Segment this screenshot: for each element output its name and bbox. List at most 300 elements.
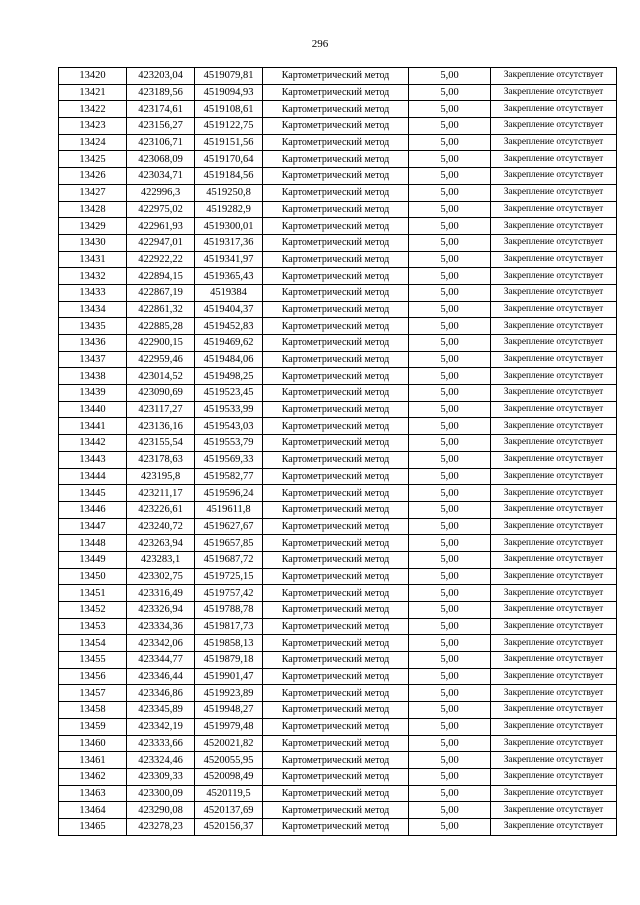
fixation-note-cell: Закрепление отсутствует <box>491 485 617 502</box>
method-cell: Картометрический метод <box>263 718 409 735</box>
method-cell: Картометрический метод <box>263 585 409 602</box>
y-coordinate-cell: 4519901,47 <box>195 668 263 685</box>
table-row <box>59 234 617 251</box>
y-coordinate-cell: 4520098,49 <box>195 768 263 785</box>
point-number-cell: 13421 <box>59 84 127 101</box>
point-number-cell: 13423 <box>59 118 127 135</box>
method-cell: Картометрический метод <box>263 268 409 285</box>
point-number-cell: 13460 <box>59 735 127 752</box>
fixation-note-cell: Закрепление отсутствует <box>491 618 617 635</box>
x-coordinate-cell: 423068,09 <box>127 151 195 168</box>
table-row <box>59 702 617 719</box>
y-coordinate-cell: 4519627,67 <box>195 518 263 535</box>
fixation-note-cell: Закрепление отсутствует <box>491 768 617 785</box>
point-number-cell: 13434 <box>59 301 127 318</box>
x-coordinate-cell: 422894,15 <box>127 268 195 285</box>
y-coordinate-cell: 4519582,77 <box>195 468 263 485</box>
point-number-cell: 13439 <box>59 385 127 402</box>
x-coordinate-cell: 423240,72 <box>127 518 195 535</box>
point-number-cell: 13458 <box>59 702 127 719</box>
accuracy-cell: 5,00 <box>409 168 491 185</box>
table-row <box>59 184 617 201</box>
y-coordinate-cell: 4519533,99 <box>195 401 263 418</box>
table-row <box>59 685 617 702</box>
table-row <box>59 602 617 619</box>
fixation-note-cell: Закрепление отсутствует <box>491 535 617 552</box>
x-coordinate-cell: 423324,46 <box>127 752 195 769</box>
x-coordinate-cell: 422961,93 <box>127 218 195 235</box>
accuracy-cell: 5,00 <box>409 268 491 285</box>
fixation-note-cell: Закрепление отсутствует <box>491 802 617 819</box>
fixation-note-cell: Закрепление отсутствует <box>491 268 617 285</box>
x-coordinate-cell: 422885,28 <box>127 318 195 335</box>
x-coordinate-cell: 423344,77 <box>127 652 195 669</box>
fixation-note-cell: Закрепление отсутствует <box>491 184 617 201</box>
accuracy-cell: 5,00 <box>409 668 491 685</box>
point-number-cell: 13463 <box>59 785 127 802</box>
y-coordinate-cell: 4519151,56 <box>195 134 263 151</box>
method-cell: Картометрический метод <box>263 234 409 251</box>
x-coordinate-cell: 423334,36 <box>127 618 195 635</box>
accuracy-cell: 5,00 <box>409 635 491 652</box>
method-cell: Картометрический метод <box>263 368 409 385</box>
fixation-note-cell: Закрепление отсутствует <box>491 368 617 385</box>
fixation-note-cell: Закрепление отсутствует <box>491 201 617 218</box>
y-coordinate-cell: 4520156,37 <box>195 818 263 835</box>
accuracy-cell: 5,00 <box>409 234 491 251</box>
y-coordinate-cell: 4519596,24 <box>195 485 263 502</box>
method-cell: Картометрический метод <box>263 134 409 151</box>
fixation-note-cell: Закрепление отсутствует <box>491 101 617 118</box>
method-cell: Картометрический метод <box>263 568 409 585</box>
method-cell: Картометрический метод <box>263 768 409 785</box>
x-coordinate-cell: 423346,86 <box>127 685 195 702</box>
table-row <box>59 568 617 585</box>
method-cell: Картометрический метод <box>263 752 409 769</box>
table-row <box>59 718 617 735</box>
table-row <box>59 284 617 301</box>
point-number-cell: 13446 <box>59 501 127 518</box>
method-cell: Картометрический метод <box>263 118 409 135</box>
y-coordinate-cell: 4519543,03 <box>195 418 263 435</box>
method-cell: Картометрический метод <box>263 401 409 418</box>
y-coordinate-cell: 4519122,75 <box>195 118 263 135</box>
table-row <box>59 118 617 135</box>
method-cell: Картометрический метод <box>263 318 409 335</box>
y-coordinate-cell: 4519170,64 <box>195 151 263 168</box>
x-coordinate-cell: 423309,33 <box>127 768 195 785</box>
y-coordinate-cell: 4519282,9 <box>195 201 263 218</box>
x-coordinate-cell: 423290,08 <box>127 802 195 819</box>
method-cell: Картометрический метод <box>263 435 409 452</box>
x-coordinate-cell: 423346,44 <box>127 668 195 685</box>
accuracy-cell: 5,00 <box>409 585 491 602</box>
x-coordinate-cell: 422900,15 <box>127 335 195 352</box>
fixation-note-cell: Закрепление отсутствует <box>491 234 617 251</box>
method-cell: Картометрический метод <box>263 335 409 352</box>
method-cell: Картометрический метод <box>263 385 409 402</box>
accuracy-cell: 5,00 <box>409 418 491 435</box>
method-cell: Картометрический метод <box>263 168 409 185</box>
y-coordinate-cell: 4519523,45 <box>195 385 263 402</box>
accuracy-cell: 5,00 <box>409 251 491 268</box>
fixation-note-cell: Закрепление отсутствует <box>491 84 617 101</box>
y-coordinate-cell: 4520119,5 <box>195 785 263 802</box>
fixation-note-cell: Закрепление отсутствует <box>491 168 617 185</box>
method-cell: Картометрический метод <box>263 618 409 635</box>
table-row <box>59 752 617 769</box>
accuracy-cell: 5,00 <box>409 818 491 835</box>
y-coordinate-cell: 4519365,43 <box>195 268 263 285</box>
accuracy-cell: 5,00 <box>409 201 491 218</box>
y-coordinate-cell: 4519788,78 <box>195 602 263 619</box>
y-coordinate-cell: 4520021,82 <box>195 735 263 752</box>
table-row <box>59 435 617 452</box>
y-coordinate-cell: 4519469,62 <box>195 335 263 352</box>
table-row <box>59 335 617 352</box>
coordinates-table-body <box>59 68 617 836</box>
point-number-cell: 13432 <box>59 268 127 285</box>
method-cell: Картометрический метод <box>263 184 409 201</box>
x-coordinate-cell: 423156,27 <box>127 118 195 135</box>
fixation-note-cell: Закрепление отсутствует <box>491 501 617 518</box>
accuracy-cell: 5,00 <box>409 101 491 118</box>
accuracy-cell: 5,00 <box>409 685 491 702</box>
point-number-cell: 13427 <box>59 184 127 201</box>
point-number-cell: 13431 <box>59 251 127 268</box>
x-coordinate-cell: 423203,04 <box>127 68 195 85</box>
x-coordinate-cell: 423189,56 <box>127 84 195 101</box>
method-cell: Картометрический метод <box>263 485 409 502</box>
accuracy-cell: 5,00 <box>409 518 491 535</box>
accuracy-cell: 5,00 <box>409 735 491 752</box>
x-coordinate-cell: 422996,3 <box>127 184 195 201</box>
x-coordinate-cell: 422861,32 <box>127 301 195 318</box>
method-cell: Картометрический метод <box>263 201 409 218</box>
table-row <box>59 134 617 151</box>
accuracy-cell: 5,00 <box>409 768 491 785</box>
accuracy-cell: 5,00 <box>409 551 491 568</box>
accuracy-cell: 5,00 <box>409 218 491 235</box>
method-cell: Картометрический метод <box>263 551 409 568</box>
y-coordinate-cell: 4519341,97 <box>195 251 263 268</box>
accuracy-cell: 5,00 <box>409 335 491 352</box>
table-row <box>59 668 617 685</box>
table-row <box>59 768 617 785</box>
method-cell: Картометрический метод <box>263 101 409 118</box>
y-coordinate-cell: 4519611,8 <box>195 501 263 518</box>
method-cell: Картометрический метод <box>263 151 409 168</box>
y-coordinate-cell: 4519979,48 <box>195 718 263 735</box>
accuracy-cell: 5,00 <box>409 351 491 368</box>
point-number-cell: 13433 <box>59 284 127 301</box>
coordinates-table <box>58 67 617 836</box>
point-number-cell: 13437 <box>59 351 127 368</box>
point-number-cell: 13447 <box>59 518 127 535</box>
y-coordinate-cell: 4519108,61 <box>195 101 263 118</box>
point-number-cell: 13449 <box>59 551 127 568</box>
fixation-note-cell: Закрепление отсутствует <box>491 652 617 669</box>
x-coordinate-cell: 423342,19 <box>127 718 195 735</box>
fixation-note-cell: Закрепление отсутствует <box>491 468 617 485</box>
point-number-cell: 13457 <box>59 685 127 702</box>
x-coordinate-cell: 423333,66 <box>127 735 195 752</box>
accuracy-cell: 5,00 <box>409 718 491 735</box>
point-number-cell: 13425 <box>59 151 127 168</box>
fixation-note-cell: Закрепление отсутствует <box>491 718 617 735</box>
accuracy-cell: 5,00 <box>409 535 491 552</box>
table-row <box>59 735 617 752</box>
x-coordinate-cell: 422947,01 <box>127 234 195 251</box>
accuracy-cell: 5,00 <box>409 301 491 318</box>
method-cell: Картометрический метод <box>263 501 409 518</box>
fixation-note-cell: Закрепление отсутствует <box>491 435 617 452</box>
fixation-note-cell: Закрепление отсутствует <box>491 602 617 619</box>
point-number-cell: 13444 <box>59 468 127 485</box>
point-number-cell: 13454 <box>59 635 127 652</box>
x-coordinate-cell: 423174,61 <box>127 101 195 118</box>
fixation-note-cell: Закрепление отсутствует <box>491 301 617 318</box>
fixation-note-cell: Закрепление отсутствует <box>491 351 617 368</box>
accuracy-cell: 5,00 <box>409 84 491 101</box>
method-cell: Картометрический метод <box>263 351 409 368</box>
fixation-note-cell: Закрепление отсутствует <box>491 685 617 702</box>
method-cell: Картометрический метод <box>263 702 409 719</box>
method-cell: Картометрический метод <box>263 652 409 669</box>
method-cell: Картометрический метод <box>263 685 409 702</box>
point-number-cell: 13429 <box>59 218 127 235</box>
point-number-cell: 13459 <box>59 718 127 735</box>
accuracy-cell: 5,00 <box>409 401 491 418</box>
fixation-note-cell: Закрепление отсутствует <box>491 68 617 85</box>
accuracy-cell: 5,00 <box>409 501 491 518</box>
y-coordinate-cell: 4519300,01 <box>195 218 263 235</box>
method-cell: Картометрический метод <box>263 818 409 835</box>
y-coordinate-cell: 4519384 <box>195 284 263 301</box>
x-coordinate-cell: 423302,75 <box>127 568 195 585</box>
y-coordinate-cell: 4519858,13 <box>195 635 263 652</box>
y-coordinate-cell: 4519923,89 <box>195 685 263 702</box>
accuracy-cell: 5,00 <box>409 485 491 502</box>
table-row <box>59 301 617 318</box>
point-number-cell: 13426 <box>59 168 127 185</box>
table-row <box>59 418 617 435</box>
x-coordinate-cell: 422959,46 <box>127 351 195 368</box>
fixation-note-cell: Закрепление отсутствует <box>491 401 617 418</box>
y-coordinate-cell: 4519498,25 <box>195 368 263 385</box>
y-coordinate-cell: 4519948,27 <box>195 702 263 719</box>
y-coordinate-cell: 4520055,95 <box>195 752 263 769</box>
method-cell: Картометрический метод <box>263 785 409 802</box>
x-coordinate-cell: 423326,94 <box>127 602 195 619</box>
point-number-cell: 13440 <box>59 401 127 418</box>
method-cell: Картометрический метод <box>263 802 409 819</box>
fixation-note-cell: Закрепление отсутствует <box>491 118 617 135</box>
table-row <box>59 101 617 118</box>
point-number-cell: 13428 <box>59 201 127 218</box>
table-row <box>59 368 617 385</box>
point-number-cell: 13424 <box>59 134 127 151</box>
table-row <box>59 485 617 502</box>
y-coordinate-cell: 4519757,42 <box>195 585 263 602</box>
table-row <box>59 251 617 268</box>
point-number-cell: 13438 <box>59 368 127 385</box>
method-cell: Картометрический метод <box>263 635 409 652</box>
method-cell: Картометрический метод <box>263 84 409 101</box>
point-number-cell: 13442 <box>59 435 127 452</box>
accuracy-cell: 5,00 <box>409 318 491 335</box>
x-coordinate-cell: 423278,23 <box>127 818 195 835</box>
point-number-cell: 13420 <box>59 68 127 85</box>
fixation-note-cell: Закрепление отсутствует <box>491 251 617 268</box>
y-coordinate-cell: 4519250,8 <box>195 184 263 201</box>
x-coordinate-cell: 423178,63 <box>127 451 195 468</box>
method-cell: Картометрический метод <box>263 668 409 685</box>
accuracy-cell: 5,00 <box>409 435 491 452</box>
table-row <box>59 84 617 101</box>
fixation-note-cell: Закрепление отсутствует <box>491 335 617 352</box>
fixation-note-cell: Закрепление отсутствует <box>491 318 617 335</box>
x-coordinate-cell: 423014,52 <box>127 368 195 385</box>
x-coordinate-cell: 423034,71 <box>127 168 195 185</box>
table-row <box>59 551 617 568</box>
fixation-note-cell: Закрепление отсутствует <box>491 585 617 602</box>
table-row <box>59 468 617 485</box>
y-coordinate-cell: 4519879,18 <box>195 652 263 669</box>
table-row <box>59 535 617 552</box>
x-coordinate-cell: 422922,22 <box>127 251 195 268</box>
y-coordinate-cell: 4519657,85 <box>195 535 263 552</box>
table-row <box>59 501 617 518</box>
fixation-note-cell: Закрепление отсутствует <box>491 134 617 151</box>
y-coordinate-cell: 4519553,79 <box>195 435 263 452</box>
point-number-cell: 13450 <box>59 568 127 585</box>
point-number-cell: 13448 <box>59 535 127 552</box>
y-coordinate-cell: 4519817,73 <box>195 618 263 635</box>
table-row <box>59 68 617 85</box>
x-coordinate-cell: 422975,02 <box>127 201 195 218</box>
x-coordinate-cell: 423345,89 <box>127 702 195 719</box>
accuracy-cell: 5,00 <box>409 68 491 85</box>
y-coordinate-cell: 4519687,72 <box>195 551 263 568</box>
table-row <box>59 385 617 402</box>
table-row <box>59 168 617 185</box>
method-cell: Картометрический метод <box>263 301 409 318</box>
table-row <box>59 151 617 168</box>
table-row <box>59 451 617 468</box>
point-number-cell: 13461 <box>59 752 127 769</box>
accuracy-cell: 5,00 <box>409 752 491 769</box>
method-cell: Картометрический метод <box>263 451 409 468</box>
y-coordinate-cell: 4519184,56 <box>195 168 263 185</box>
fixation-note-cell: Закрепление отсутствует <box>491 568 617 585</box>
fixation-note-cell: Закрепление отсутствует <box>491 551 617 568</box>
table-row <box>59 518 617 535</box>
x-coordinate-cell: 423316,49 <box>127 585 195 602</box>
fixation-note-cell: Закрепление отсутствует <box>491 218 617 235</box>
table-row <box>59 618 617 635</box>
y-coordinate-cell: 4519484,06 <box>195 351 263 368</box>
table-row <box>59 635 617 652</box>
accuracy-cell: 5,00 <box>409 618 491 635</box>
table-row <box>59 351 617 368</box>
fixation-note-cell: Закрепление отсутствует <box>491 668 617 685</box>
y-coordinate-cell: 4519079,81 <box>195 68 263 85</box>
accuracy-cell: 5,00 <box>409 652 491 669</box>
table-row <box>59 818 617 835</box>
table-row <box>59 585 617 602</box>
method-cell: Картометрический метод <box>263 518 409 535</box>
x-coordinate-cell: 423155,54 <box>127 435 195 452</box>
table-row <box>59 218 617 235</box>
table-row <box>59 201 617 218</box>
point-number-cell: 13464 <box>59 802 127 819</box>
method-cell: Картометрический метод <box>263 284 409 301</box>
point-number-cell: 13436 <box>59 335 127 352</box>
point-number-cell: 13445 <box>59 485 127 502</box>
point-number-cell: 13430 <box>59 234 127 251</box>
table-row <box>59 652 617 669</box>
fixation-note-cell: Закрепление отсутствует <box>491 752 617 769</box>
table-row <box>59 785 617 802</box>
y-coordinate-cell: 4519317,36 <box>195 234 263 251</box>
table-row <box>59 401 617 418</box>
x-coordinate-cell: 423136,16 <box>127 418 195 435</box>
x-coordinate-cell: 423090,69 <box>127 385 195 402</box>
method-cell: Картометрический метод <box>263 418 409 435</box>
point-number-cell: 13462 <box>59 768 127 785</box>
accuracy-cell: 5,00 <box>409 602 491 619</box>
point-number-cell: 13465 <box>59 818 127 835</box>
fixation-note-cell: Закрепление отсутствует <box>491 735 617 752</box>
fixation-note-cell: Закрепление отсутствует <box>491 385 617 402</box>
x-coordinate-cell: 423342,06 <box>127 635 195 652</box>
point-number-cell: 13422 <box>59 101 127 118</box>
point-number-cell: 13456 <box>59 668 127 685</box>
fixation-note-cell: Закрепление отсутствует <box>491 702 617 719</box>
y-coordinate-cell: 4519404,37 <box>195 301 263 318</box>
accuracy-cell: 5,00 <box>409 568 491 585</box>
x-coordinate-cell: 423106,71 <box>127 134 195 151</box>
accuracy-cell: 5,00 <box>409 134 491 151</box>
fixation-note-cell: Закрепление отсутствует <box>491 818 617 835</box>
accuracy-cell: 5,00 <box>409 151 491 168</box>
table-row <box>59 268 617 285</box>
accuracy-cell: 5,00 <box>409 785 491 802</box>
point-number-cell: 13435 <box>59 318 127 335</box>
x-coordinate-cell: 423283,1 <box>127 551 195 568</box>
y-coordinate-cell: 4519452,83 <box>195 318 263 335</box>
accuracy-cell: 5,00 <box>409 368 491 385</box>
x-coordinate-cell: 423226,61 <box>127 501 195 518</box>
method-cell: Картометрический метод <box>263 535 409 552</box>
y-coordinate-cell: 4519725,15 <box>195 568 263 585</box>
page-number: 296 <box>311 38 329 50</box>
table-row <box>59 802 617 819</box>
fixation-note-cell: Закрепление отсутствует <box>491 151 617 168</box>
method-cell: Картометрический метод <box>263 68 409 85</box>
point-number-cell: 13452 <box>59 602 127 619</box>
method-cell: Картометрический метод <box>263 218 409 235</box>
accuracy-cell: 5,00 <box>409 802 491 819</box>
accuracy-cell: 5,00 <box>409 702 491 719</box>
fixation-note-cell: Закрепление отсутствует <box>491 418 617 435</box>
x-coordinate-cell: 422867,19 <box>127 284 195 301</box>
point-number-cell: 13453 <box>59 618 127 635</box>
method-cell: Картометрический метод <box>263 468 409 485</box>
method-cell: Картометрический метод <box>263 735 409 752</box>
x-coordinate-cell: 423195,8 <box>127 468 195 485</box>
